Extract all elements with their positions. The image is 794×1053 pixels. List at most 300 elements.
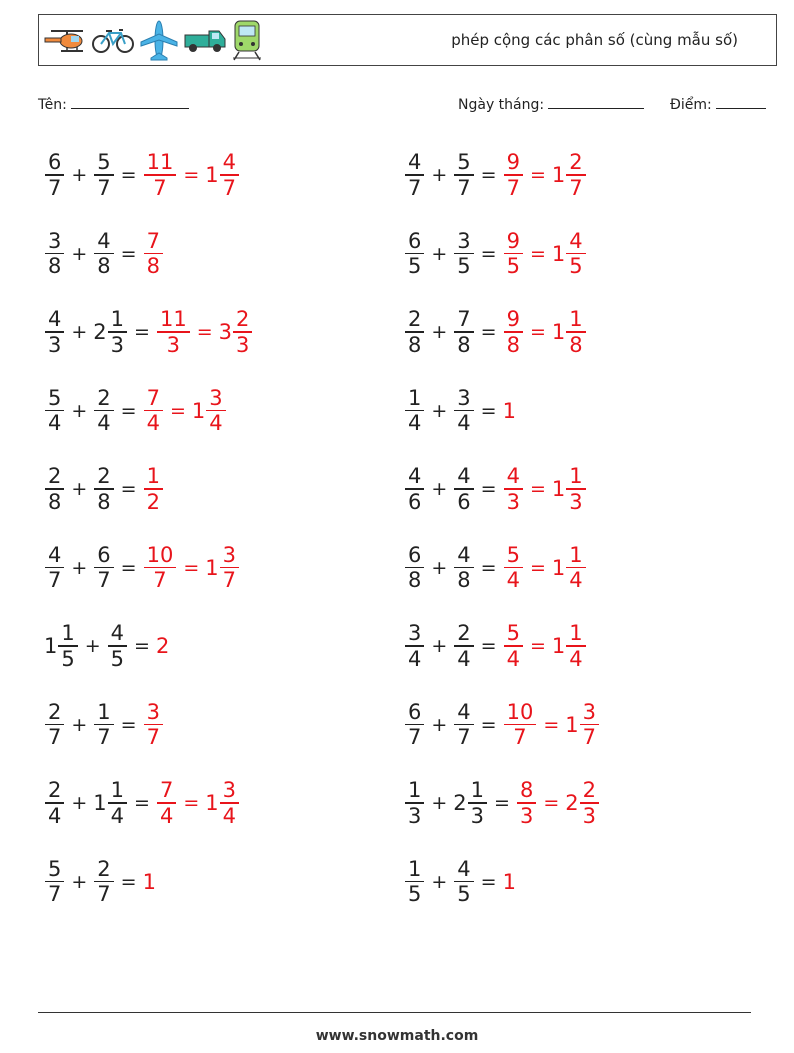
addend-2-denominator: 3 <box>110 332 125 357</box>
answer-mixed-denominator: 7 <box>222 568 236 593</box>
worksheet-title: phép cộng các phân số (cùng mẫu số) <box>451 31 738 49</box>
addend-2-denominator: 7 <box>97 725 111 750</box>
answer-mixed-whole: 3 <box>218 320 232 344</box>
answer-mixed <box>192 386 227 436</box>
equals-sign: = <box>120 870 137 893</box>
answer-mixed-whole: 2 <box>565 791 579 815</box>
answer <box>143 229 164 279</box>
plus-sign: + <box>431 164 448 186</box>
problem-right-5 <box>404 454 587 524</box>
addend-2-fraction <box>108 307 127 357</box>
addend-1-denominator: 3 <box>48 332 62 357</box>
score-label: Điểm: <box>670 97 712 113</box>
addend-2 <box>93 464 114 514</box>
problem-left-7 <box>44 611 169 681</box>
addend-2-numerator: 4 <box>97 228 111 253</box>
equals-sign: = <box>480 478 497 500</box>
addend-1-fraction <box>58 621 77 671</box>
addend-2-denominator: 8 <box>97 489 111 514</box>
answer-mixed-denominator: 4 <box>222 803 237 828</box>
answer-improper-denominator: 4 <box>506 568 520 593</box>
plus-sign: + <box>71 556 88 579</box>
answer-mixed-denominator: 3 <box>236 332 250 357</box>
addend-1-numerator: 2 <box>48 778 62 803</box>
addend-2-denominator: 4 <box>457 411 471 436</box>
answer-improper-fraction <box>144 386 163 436</box>
addend-2-numerator: 7 <box>457 307 471 332</box>
answer-mixed-denominator: 7 <box>582 725 596 750</box>
answer-equals-sign: = <box>529 478 546 500</box>
problem-right-9 <box>404 768 600 838</box>
equals-sign: = <box>480 164 497 186</box>
addend-2 <box>453 150 474 200</box>
answer-improper-fraction <box>157 778 176 828</box>
addend-2-numerator: 1 <box>110 778 125 803</box>
answer-improper-numerator: 10 <box>506 699 534 724</box>
answer-mixed-numerator: 1 <box>569 542 583 567</box>
addend-1-denominator: 6 <box>408 489 422 514</box>
answer-improper <box>503 307 524 357</box>
addend-1-numerator: 1 <box>408 778 422 803</box>
equals-sign: = <box>134 635 150 657</box>
equals-sign: = <box>120 556 137 579</box>
answer-mixed <box>205 543 240 593</box>
answer <box>156 307 253 357</box>
addend-1-fraction <box>45 778 64 828</box>
answer-improper <box>503 621 524 671</box>
answer-mixed-whole: 1 <box>551 477 566 501</box>
addend-1-numerator: 6 <box>408 228 422 253</box>
answer-improper-fraction <box>144 150 177 200</box>
addend-2-fraction <box>108 621 127 671</box>
addend-2-denominator: 4 <box>110 803 125 828</box>
addend-2-numerator: 4 <box>110 621 125 646</box>
addend-2-numerator: 4 <box>457 856 471 881</box>
answer-equals-sign: = <box>543 713 560 736</box>
answer-improper-numerator: 8 <box>519 778 534 803</box>
plus-sign: + <box>431 399 448 422</box>
addend-1-denominator: 5 <box>408 882 422 907</box>
addend-1 <box>44 307 65 357</box>
addend-1-numerator: 2 <box>48 464 62 489</box>
plus-sign: + <box>71 399 88 422</box>
addend-2-numerator: 5 <box>457 150 471 175</box>
answer-improper <box>143 543 178 593</box>
answer-equals-sign: = <box>529 164 546 186</box>
addend-1-denominator: 3 <box>408 803 422 828</box>
answer-improper-fraction <box>504 543 523 593</box>
addend-2-numerator: 2 <box>457 621 471 646</box>
answer-equals-sign: = <box>183 556 200 579</box>
answer-mixed-fraction <box>566 229 585 279</box>
addend-2-denominator: 4 <box>457 646 471 671</box>
addend-2-fraction <box>94 464 113 514</box>
addend-1-fraction <box>405 229 424 279</box>
answer <box>503 399 516 423</box>
addend-1 <box>404 621 425 671</box>
addend-1-numerator: 4 <box>48 307 62 332</box>
problem-left-1 <box>44 140 240 210</box>
answer-mixed-fraction <box>566 150 585 200</box>
answer-improper-fraction <box>144 700 163 750</box>
equals-sign: = <box>134 321 150 343</box>
addend-1-numerator: 1 <box>408 385 422 410</box>
answer-mixed <box>552 307 587 357</box>
answer-improper-numerator: 5 <box>506 542 520 567</box>
answer <box>503 150 587 200</box>
addend-1 <box>404 778 425 828</box>
answer-improper-denominator: 4 <box>146 411 160 436</box>
answer-improper-fraction <box>504 150 523 200</box>
answer-improper <box>503 700 538 750</box>
answer-mixed-numerator: 3 <box>209 385 223 410</box>
date-label: Ngày tháng: <box>458 97 545 113</box>
answer-improper-fraction <box>144 229 163 279</box>
plus-sign: + <box>71 242 88 265</box>
equals-sign: = <box>480 713 497 736</box>
addend-2-denominator: 5 <box>457 882 471 907</box>
answer-whole: 1 <box>502 398 516 423</box>
addend-1-fraction <box>405 386 424 436</box>
addend-2-whole: 2 <box>453 791 467 815</box>
answer-improper-denominator: 2 <box>146 489 160 514</box>
answer-equals-sign: = <box>529 242 546 265</box>
addend-1 <box>404 307 425 357</box>
addend-1-fraction <box>405 700 424 750</box>
answer-improper-denominator: 4 <box>506 646 520 671</box>
addend-2-numerator: 6 <box>97 542 111 567</box>
answer-improper-numerator: 11 <box>159 307 187 332</box>
answer <box>156 634 169 658</box>
answer-equals-sign: = <box>543 792 560 814</box>
addend-2-denominator: 7 <box>97 568 111 593</box>
answer-mixed-whole: 1 <box>205 791 219 815</box>
answer-mixed-whole: 1 <box>565 712 579 737</box>
addend-1-fraction <box>45 386 64 436</box>
answer-mixed-whole: 1 <box>205 163 219 187</box>
answer <box>503 307 587 357</box>
addend-1-denominator: 7 <box>48 882 62 907</box>
plus-sign: + <box>431 713 448 736</box>
addend-1 <box>404 700 425 750</box>
problem-right-4 <box>404 376 516 446</box>
addend-1-denominator: 7 <box>408 725 422 750</box>
answer-mixed-whole: 1 <box>551 555 566 580</box>
addend-2 <box>93 229 114 279</box>
answer-mixed-numerator: 4 <box>569 228 583 253</box>
answer-improper <box>503 229 524 279</box>
addend-1-numerator: 4 <box>408 150 422 175</box>
answer-improper-numerator: 1 <box>146 464 160 489</box>
answer-mixed-whole: 1 <box>551 320 566 344</box>
addend-1-numerator: 4 <box>48 542 62 567</box>
answer-improper-denominator: 3 <box>166 332 181 357</box>
addend-2 <box>93 700 114 750</box>
addend-2-denominator: 6 <box>457 489 471 514</box>
addend-2 <box>453 700 474 750</box>
answer-mixed-numerator: 3 <box>222 542 236 567</box>
answer-mixed-denominator: 4 <box>569 568 583 593</box>
addend-2-denominator: 7 <box>97 882 111 907</box>
answer-improper <box>503 150 524 200</box>
addend-1 <box>44 386 65 436</box>
plus-sign: + <box>431 792 448 814</box>
problem-left-9 <box>44 768 240 838</box>
answer-mixed-numerator: 1 <box>569 307 583 332</box>
answer-mixed-denominator: 3 <box>569 489 583 514</box>
answer-improper-fraction <box>144 464 163 514</box>
plus-sign: + <box>71 792 88 814</box>
addend-2-fraction <box>454 386 473 436</box>
addend-2-fraction <box>94 386 113 436</box>
problem-left-8 <box>44 690 164 760</box>
problem-left-4 <box>44 376 227 446</box>
answer-mixed-denominator: 8 <box>569 332 583 357</box>
answer-mixed-whole: 1 <box>551 241 566 266</box>
equals-sign: = <box>480 321 497 343</box>
answer-mixed <box>565 778 600 828</box>
answer-mixed-fraction <box>566 307 585 357</box>
equals-sign: = <box>480 399 497 422</box>
plus-sign: + <box>71 321 88 343</box>
addend-1-fraction <box>405 778 424 828</box>
answer-mixed-fraction <box>580 778 599 828</box>
addend-1-denominator: 4 <box>408 411 422 436</box>
addend-2 <box>93 150 114 200</box>
addend-2-fraction <box>454 857 473 907</box>
answer-improper-denominator: 8 <box>506 332 520 357</box>
addend-2-numerator: 5 <box>97 150 111 175</box>
addend-2-fraction <box>94 150 113 200</box>
answer-mixed-numerator: 1 <box>569 464 583 489</box>
answer-equals-sign: = <box>183 164 200 186</box>
addend-2-fraction <box>94 229 113 279</box>
answer-improper <box>143 700 164 750</box>
plus-sign: + <box>431 556 448 579</box>
answer <box>143 870 156 894</box>
answer-improper-denominator: 4 <box>159 803 174 828</box>
equals-sign: = <box>120 399 137 422</box>
answer-improper-denominator: 8 <box>146 254 160 279</box>
answer-mixed-whole: 1 <box>205 555 219 580</box>
answer-improper-numerator: 9 <box>506 307 520 332</box>
problem-left-5 <box>44 454 164 524</box>
answer-mixed-denominator: 7 <box>569 175 583 200</box>
addend-1 <box>404 857 425 907</box>
answer-whole: 1 <box>502 869 516 894</box>
answer-mixed-denominator: 3 <box>582 803 597 828</box>
answer-improper-fraction <box>504 464 523 514</box>
answer-mixed-numerator: 1 <box>569 621 583 646</box>
answer-mixed <box>552 543 587 593</box>
answer <box>143 386 227 436</box>
answer-equals-sign: = <box>529 635 546 657</box>
addend-2 <box>93 543 114 593</box>
plus-sign: + <box>431 635 448 657</box>
problem-right-8 <box>404 690 600 760</box>
plus-sign: + <box>71 478 88 500</box>
answer-improper <box>503 543 524 593</box>
answer-equals-sign: = <box>196 321 213 343</box>
addend-2 <box>453 857 474 907</box>
addend-2-numerator: 2 <box>97 464 111 489</box>
answer-improper-fraction <box>504 621 523 671</box>
addend-2-denominator: 7 <box>97 175 111 200</box>
answer-improper <box>156 307 191 357</box>
addend-2-fraction <box>454 543 473 593</box>
answer-mixed <box>205 150 240 200</box>
equals-sign: = <box>120 713 137 736</box>
answer-mixed-numerator: 4 <box>222 150 236 175</box>
answer-mixed-numerator: 3 <box>222 778 237 803</box>
answer-mixed-fraction <box>566 543 585 593</box>
addend-2-denominator: 4 <box>97 411 111 436</box>
addend-1-numerator: 1 <box>408 856 422 881</box>
name-label: Tên: <box>38 97 67 113</box>
answer-improper <box>143 464 164 514</box>
answer-improper-numerator: 7 <box>146 228 160 253</box>
equals-sign: = <box>494 792 510 814</box>
addend-1-fraction <box>45 307 64 357</box>
answer-mixed-fraction <box>580 700 599 750</box>
addend-1-denominator: 4 <box>408 646 422 671</box>
answer <box>143 543 240 593</box>
addend-2-denominator: 5 <box>457 254 471 279</box>
addend-2-fraction <box>454 307 473 357</box>
problem-right-2 <box>404 219 587 289</box>
answer-mixed-fraction <box>233 307 252 357</box>
addend-1-fraction <box>405 621 424 671</box>
answer-improper-numerator: 10 <box>146 542 174 567</box>
answer-whole: 1 <box>142 869 156 894</box>
addend-1-numerator: 2 <box>48 699 62 724</box>
answer-mixed-whole: 1 <box>191 398 206 423</box>
addend-2 <box>453 464 474 514</box>
addend-1-denominator: 7 <box>48 175 62 200</box>
addend-2 <box>453 621 474 671</box>
answer-mixed-fraction <box>220 150 239 200</box>
addend-2-numerator: 2 <box>97 856 111 881</box>
answer <box>503 464 587 514</box>
addend-1 <box>44 778 65 828</box>
addend-1-denominator: 4 <box>48 411 62 436</box>
addend-1 <box>404 229 425 279</box>
answer-mixed <box>219 307 254 357</box>
problem-left-6 <box>44 533 240 603</box>
answer-improper-denominator: 7 <box>506 175 520 200</box>
answer <box>143 700 164 750</box>
addend-1-numerator: 1 <box>61 621 75 646</box>
addend-1-denominator: 5 <box>408 254 422 279</box>
addend-1-denominator: 8 <box>48 254 62 279</box>
addend-2-fraction <box>454 700 473 750</box>
equals-sign: = <box>480 635 497 657</box>
problem-left-2 <box>44 219 164 289</box>
answer-mixed-numerator: 2 <box>582 778 597 803</box>
addend-2-fraction <box>468 778 487 828</box>
answer-improper-numerator: 7 <box>159 778 174 803</box>
addend-1-numerator: 5 <box>48 385 62 410</box>
answer-mixed-fraction <box>220 543 239 593</box>
addend-1-denominator: 4 <box>48 803 62 828</box>
addend-1 <box>44 229 65 279</box>
addend-2-whole: 1 <box>93 791 107 815</box>
addend-1-fraction <box>405 307 424 357</box>
answer-mixed <box>552 150 587 200</box>
answer-improper <box>143 229 164 279</box>
answer-improper-fraction <box>157 307 190 357</box>
answer-improper-fraction <box>517 778 536 828</box>
answer <box>503 543 587 593</box>
answer-improper-fraction <box>504 700 537 750</box>
addend-2 <box>453 229 474 279</box>
plus-sign: + <box>71 164 88 186</box>
answer-mixed-numerator: 2 <box>569 150 583 175</box>
footer-divider <box>38 1012 751 1013</box>
addend-1-numerator: 3 <box>48 228 62 253</box>
addend-1 <box>404 543 425 593</box>
answer-improper-numerator: 4 <box>506 464 520 489</box>
answer <box>143 464 164 514</box>
answer-improper-denominator: 7 <box>146 725 160 750</box>
addend-1-fraction <box>405 464 424 514</box>
answer-equals-sign: = <box>529 321 546 343</box>
addend-1-denominator: 7 <box>408 175 422 200</box>
addend-1 <box>44 700 65 750</box>
addend-1-denominator: 8 <box>408 568 422 593</box>
equals-sign: = <box>480 556 497 579</box>
addend-2-numerator: 2 <box>97 385 111 410</box>
plus-sign: + <box>71 870 88 893</box>
problem-right-10 <box>404 847 516 917</box>
addend-2-fraction <box>108 778 127 828</box>
addend-1-fraction <box>405 857 424 907</box>
plus-sign: + <box>431 242 448 265</box>
addend-2-numerator: 1 <box>97 699 111 724</box>
equals-sign: = <box>480 870 497 893</box>
answer-mixed-denominator: 4 <box>569 646 583 671</box>
addend-2 <box>107 621 128 671</box>
addend-2 <box>93 386 114 436</box>
addend-2-denominator: 3 <box>470 803 485 828</box>
answer-improper-denominator: 7 <box>513 725 527 750</box>
addend-1-numerator: 6 <box>408 542 422 567</box>
answer-mixed-fraction <box>206 386 225 436</box>
addend-1-denominator: 8 <box>48 489 62 514</box>
addend-2-denominator: 8 <box>457 332 471 357</box>
addend-1-numerator: 6 <box>408 699 422 724</box>
problem-right-3 <box>404 297 587 367</box>
addend-2-denominator: 7 <box>457 725 471 750</box>
problem-right-6 <box>404 533 587 603</box>
answer-mixed-denominator: 4 <box>209 411 223 436</box>
answer <box>503 229 587 279</box>
plus-sign: + <box>431 870 448 893</box>
answer-improper-numerator: 5 <box>506 621 520 646</box>
addend-2-numerator: 1 <box>110 307 125 332</box>
addend-1 <box>44 464 65 514</box>
footer-url: www.snowmath.com <box>315 1028 479 1044</box>
equals-sign: = <box>480 242 497 265</box>
addend-2-denominator: 5 <box>110 646 125 671</box>
plus-sign: + <box>431 321 448 343</box>
answer-mixed <box>552 464 587 514</box>
addend-1-denominator: 5 <box>61 646 75 671</box>
addend-1-fraction <box>405 543 424 593</box>
addend-1-numerator: 2 <box>408 307 422 332</box>
addend-2-whole: 2 <box>93 320 107 344</box>
plus-sign: + <box>71 713 88 736</box>
